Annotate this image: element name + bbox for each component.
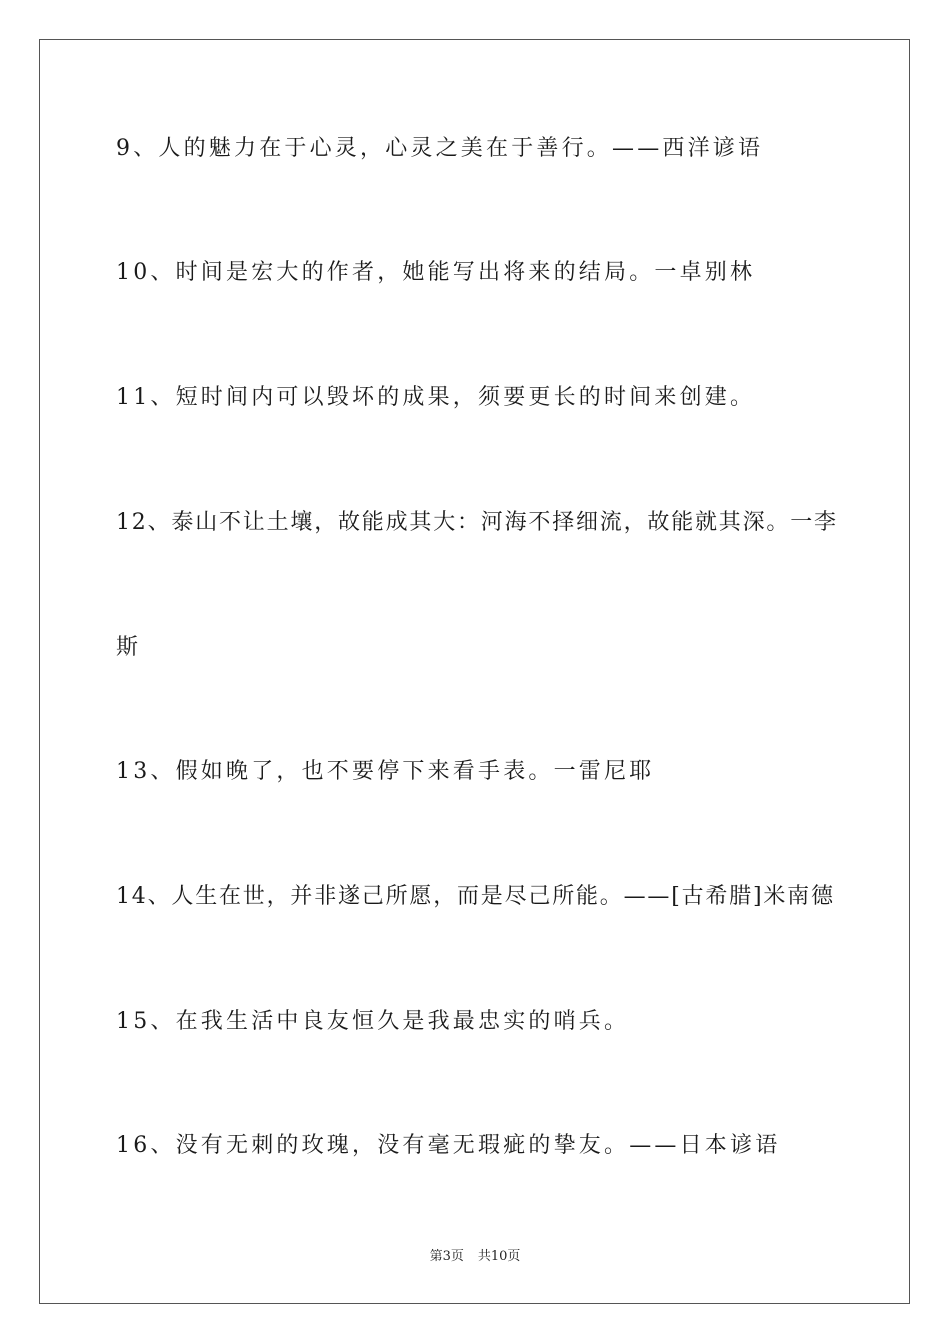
page-border: [39, 39, 910, 1304]
quote-16: 16、没有无刺的玫瑰，没有毫无瑕疵的挚友。——日本谚语: [116, 1133, 781, 1158]
page-number: 第3页: [429, 1249, 464, 1264]
page-total: 共10页: [477, 1249, 521, 1264]
quote-10: 10、时间是宏大的作者，她能写出将来的结局。一卓别林: [116, 260, 756, 285]
quote-12-continuation: 斯: [116, 635, 142, 660]
quote-15: 15、在我生活中良友恒久是我最忠实的哨兵。: [116, 1009, 630, 1034]
quote-11: 11、短时间内可以毁坏的成果，须要更长的时间来创建。: [116, 385, 756, 410]
quote-9: 9、人的魅力在于心灵，心灵之美在于善行。——西洋谚语: [116, 136, 764, 161]
quote-12: 12、泰山不让土壤，故能成其大：河海不择细流，故能就其深。一李: [116, 510, 838, 535]
quote-14: 14、人生在世，并非遂己所愿，而是尽己所能。——[古希腊]米南德: [116, 884, 835, 909]
quote-13: 13、假如晚了，也不要停下来看手表。一雷尼耶: [116, 759, 655, 784]
page-footer: [0, 1247, 950, 1267]
